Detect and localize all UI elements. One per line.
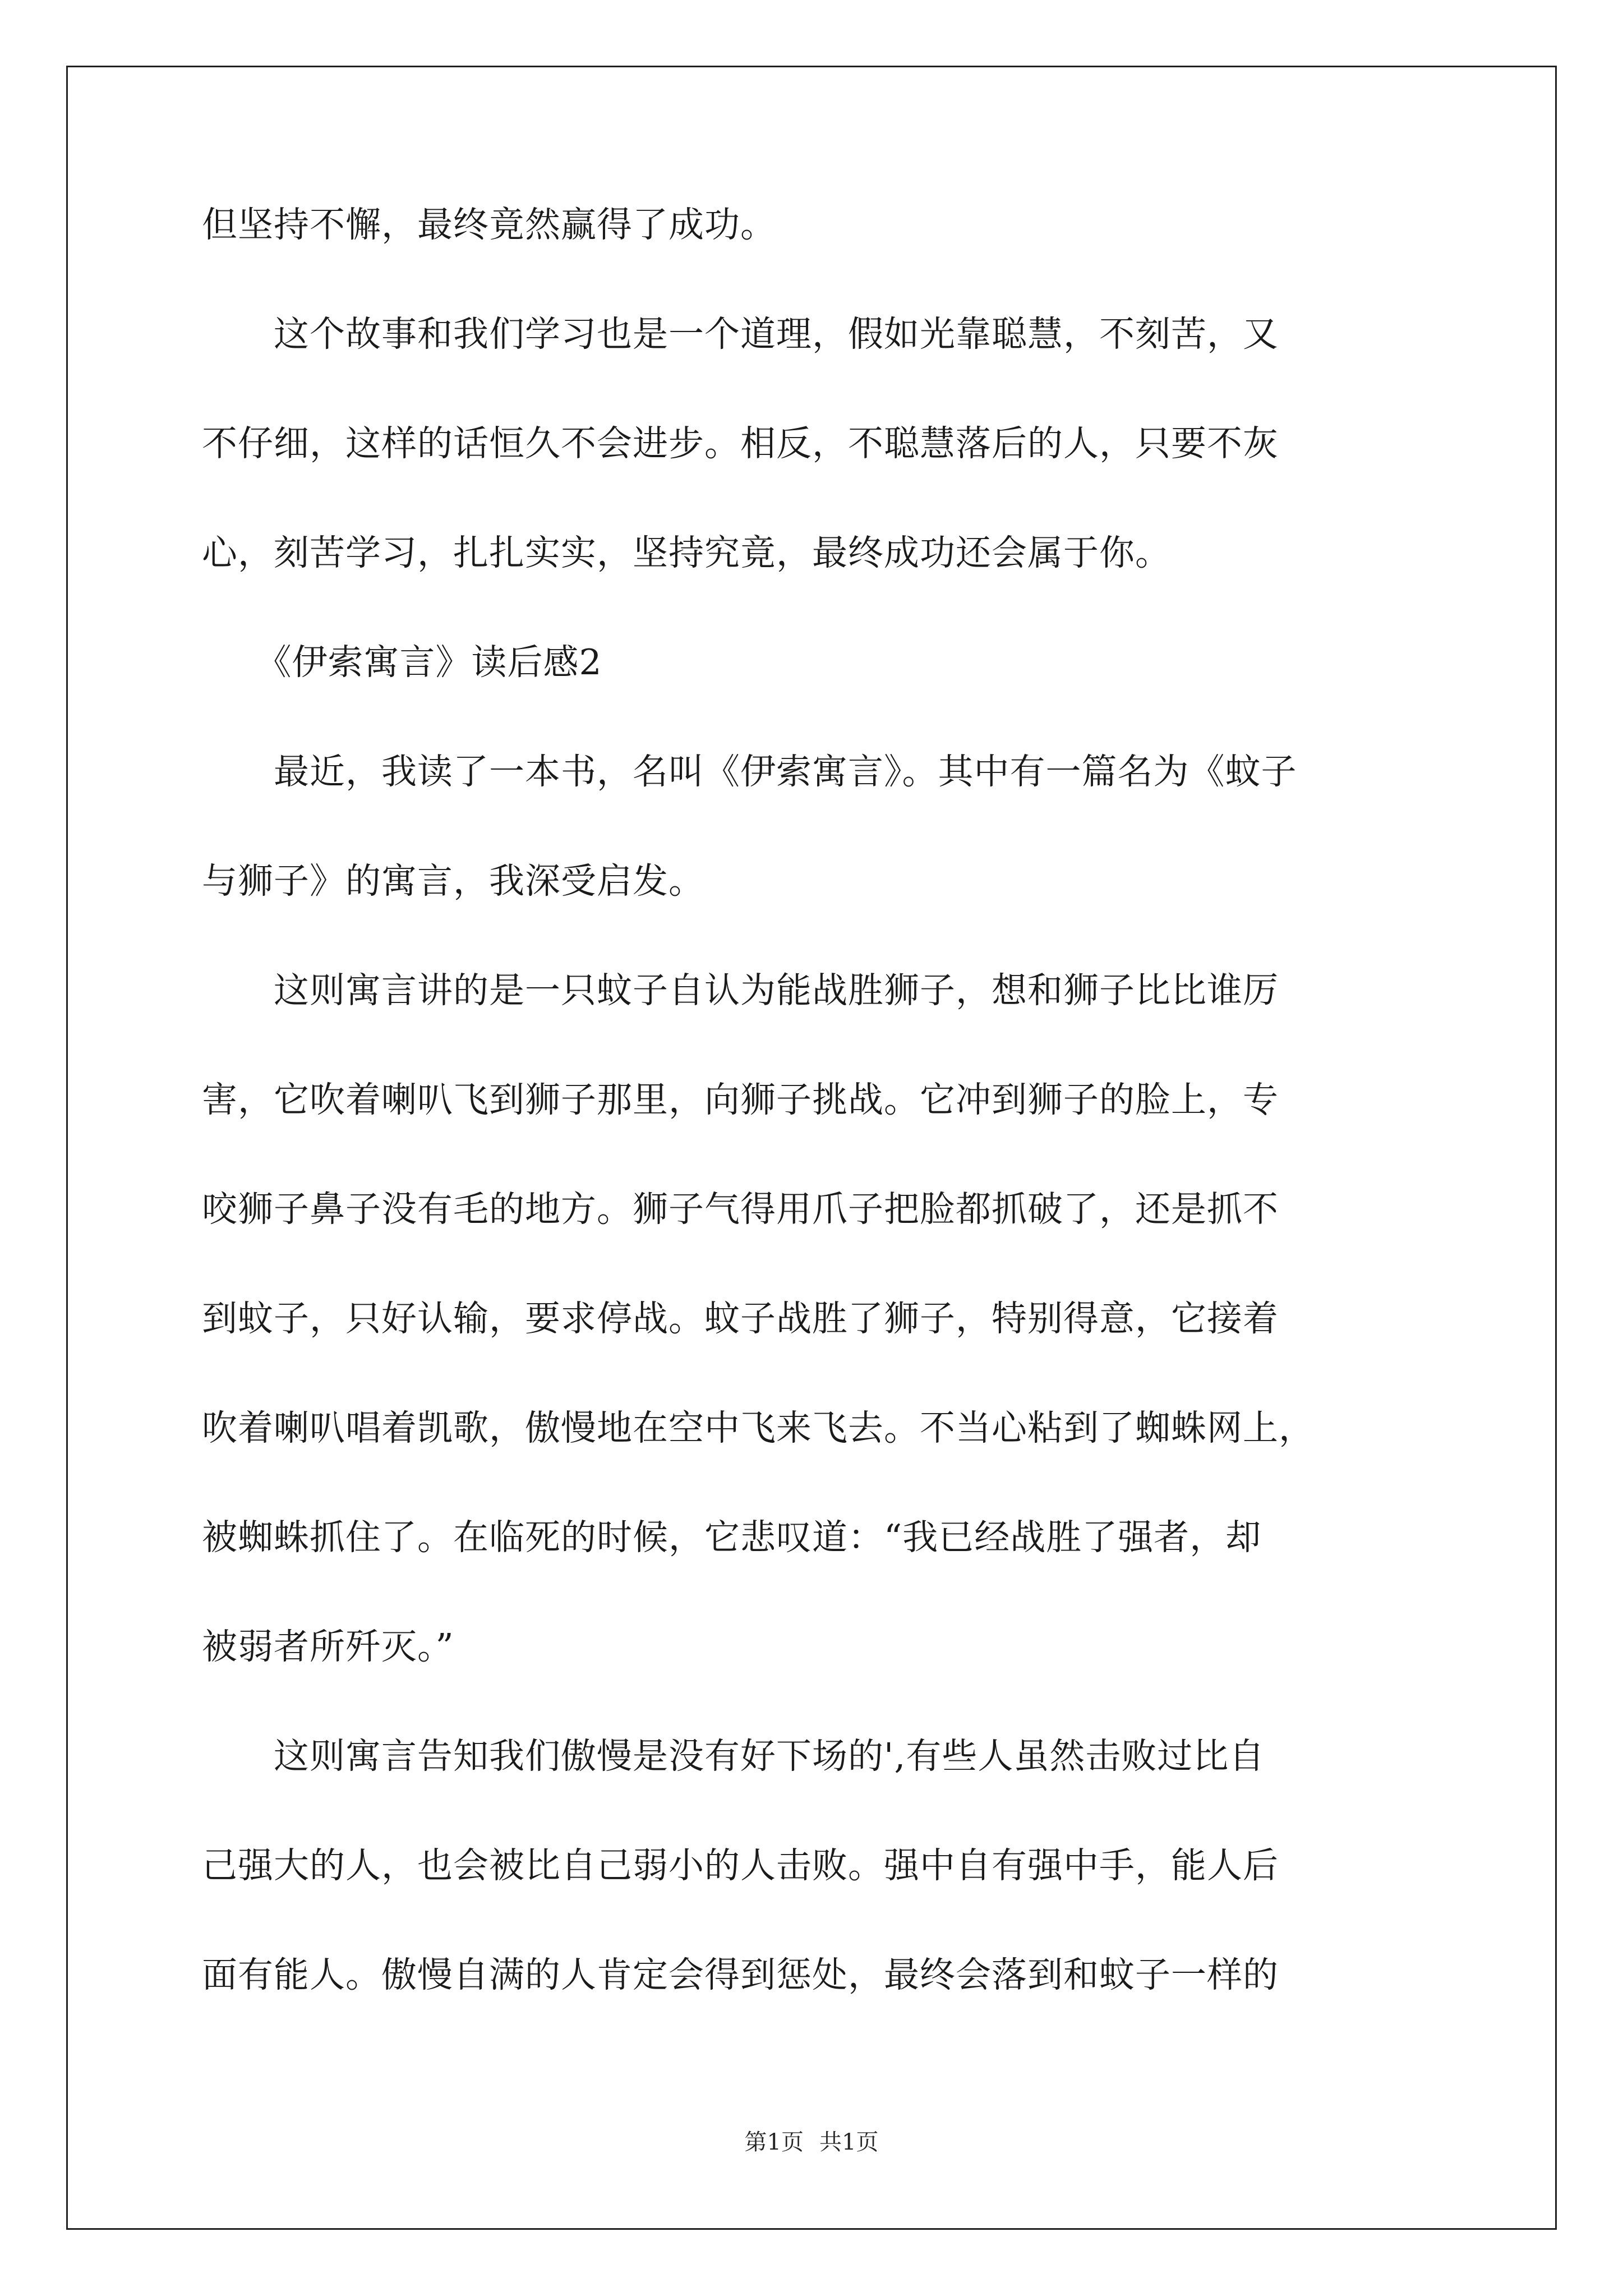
text-line: 这个故事和我们学习也是一个道理，假如光靠聪慧，不刻苦，又 bbox=[202, 314, 1279, 355]
document-body bbox=[202, 205, 1424, 1995]
page-number: 第1页 bbox=[744, 2129, 804, 2155]
text-line: 与狮子》的寓言，我深受启发。 bbox=[202, 861, 704, 901]
text-line: 不仔细，这样的话恒久不会进步。相反，不聪慧落后的人，只要不灰 bbox=[202, 423, 1279, 464]
text-line: 这则寓言讲的是一只蚊子自认为能战胜狮子，想和狮子比比谁厉 bbox=[202, 970, 1279, 1011]
text-line: 被蜘蛛抓住了。在临死的时候，它悲叹道：“我已经战胜了强者，却 bbox=[202, 1517, 1262, 1558]
text-line: 害，它吹着喇叭飞到狮子那里，向狮子挑战。它冲到狮子的脸上，专 bbox=[202, 1079, 1279, 1120]
text-line: 到蚊子，只好认输，要求停战。蚊子战胜了狮子，特别得意，它接着 bbox=[202, 1298, 1279, 1339]
text-line: 咬狮子鼻子没有毛的地方。狮子气得用爪子把脸都抓破了，还是抓不 bbox=[202, 1189, 1279, 1230]
text-line: 吹着喇叭唱着凯歌，傲慢地在空中飞来飞去。不当心粘到了蜘蛛网上， bbox=[202, 1407, 1315, 1448]
text-line: 己强大的人，也会被比自己弱小的人击败。强中自有强中手，能人后 bbox=[202, 1845, 1279, 1886]
text-line: 心，刻苦学习，扎扎实实，坚持究竟，最终成功还会属于你。 bbox=[202, 532, 1171, 573]
text-line: 但坚持不懈，最终竟然赢得了成功。 bbox=[202, 204, 776, 245]
text-line: 这则寓言告知我们傲慢是没有好下场的',有些人虽然击败过比自 bbox=[202, 1736, 1265, 1777]
page-footer bbox=[0, 2128, 1623, 2156]
page-total: 共1页 bbox=[819, 2129, 879, 2155]
text-line: 最近，我读了一本书，名叫《伊索寓言》。其中有一篇名为《蚊子 bbox=[202, 751, 1297, 792]
text-line: 被弱者所歼灭。” bbox=[202, 1626, 454, 1667]
section-heading: 《伊索寓言》读后感2 bbox=[202, 642, 602, 683]
text-line: 面有能人。傲慢自满的人肯定会得到惩处，最终会落到和蚊子一样的 bbox=[202, 1954, 1279, 1995]
